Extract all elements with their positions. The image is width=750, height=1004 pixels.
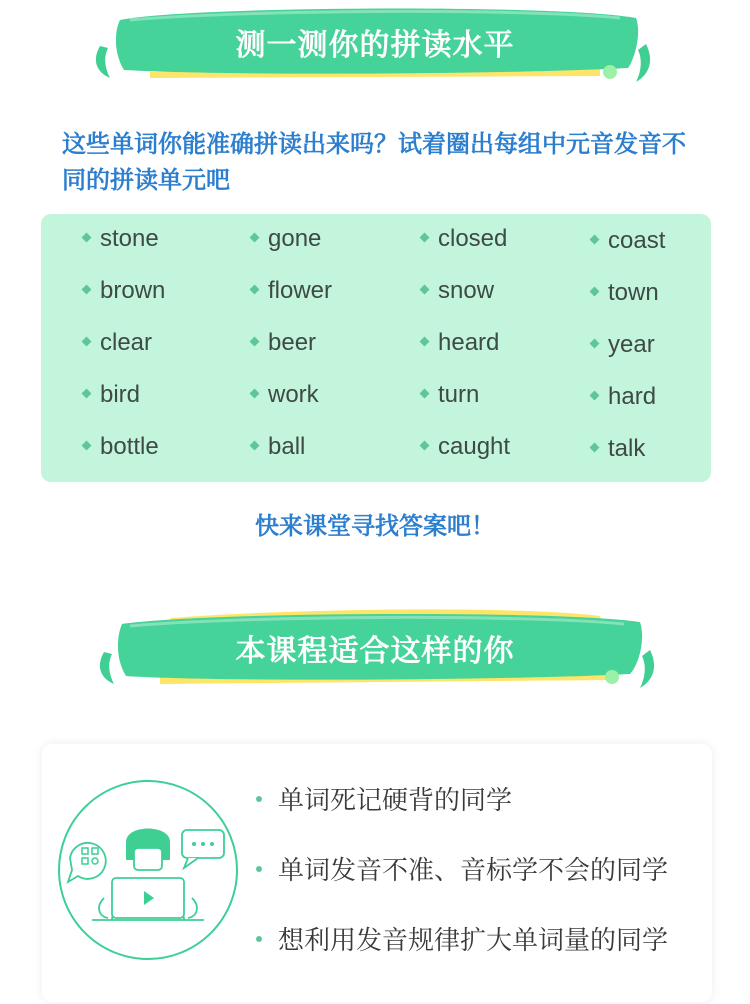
diamond-bullet-icon bbox=[250, 389, 260, 399]
section-banner-pinread bbox=[0, 0, 750, 100]
call-to-action: 快来课堂寻找答案吧！ bbox=[255, 512, 495, 540]
word-item bbox=[83, 224, 159, 254]
word-text: stone bbox=[100, 225, 159, 252]
word-item bbox=[421, 432, 510, 462]
chat-bubble-icon bbox=[68, 843, 106, 882]
word-item bbox=[421, 276, 494, 306]
diamond-bullet-icon bbox=[590, 443, 600, 453]
diamond-bullet-icon bbox=[82, 389, 92, 399]
word-item bbox=[83, 276, 165, 306]
word-text: clear bbox=[100, 329, 153, 356]
word-item bbox=[251, 224, 321, 254]
diamond-bullet-icon bbox=[590, 391, 600, 401]
word-text: talk bbox=[608, 435, 646, 462]
word-text: coast bbox=[608, 227, 666, 254]
word-text: heard bbox=[438, 329, 500, 356]
word-item bbox=[421, 224, 507, 254]
word-item bbox=[591, 382, 656, 412]
diamond-bullet-icon bbox=[420, 441, 430, 451]
word-item bbox=[251, 328, 316, 358]
diamond-bullet-icon bbox=[590, 287, 600, 297]
audience-item-text: 单词发音不准、音标学不会的同学 bbox=[278, 856, 669, 886]
word-item bbox=[83, 432, 159, 462]
word-item bbox=[83, 328, 152, 358]
word-item bbox=[591, 278, 659, 308]
diamond-bullet-icon bbox=[250, 285, 260, 295]
word-item bbox=[421, 328, 499, 358]
audience-item bbox=[256, 850, 668, 887]
word-item bbox=[421, 380, 479, 410]
diamond-bullet-icon bbox=[250, 441, 260, 451]
word-text: closed bbox=[438, 225, 508, 252]
diamond-bullet-icon bbox=[82, 285, 92, 295]
chat-bubble-icon bbox=[182, 830, 224, 868]
word-text: work bbox=[268, 381, 319, 408]
banner-title: 测一测你的拼读水平 bbox=[235, 28, 515, 63]
audience-item-text: 单词死记硬背的同学 bbox=[278, 786, 513, 816]
laptop-play-icon bbox=[92, 878, 204, 920]
word-text: bird bbox=[100, 381, 141, 408]
student-laptop-illustration bbox=[56, 778, 240, 962]
word-text: year bbox=[608, 331, 655, 358]
diamond-bullet-icon bbox=[420, 285, 430, 295]
audience-card bbox=[42, 744, 712, 1002]
word-text: turn bbox=[438, 381, 480, 408]
diamond-bullet-icon bbox=[420, 337, 430, 347]
diamond-bullet-icon bbox=[590, 235, 600, 245]
word-item bbox=[251, 380, 319, 410]
word-text: beer bbox=[268, 329, 317, 356]
audience-item bbox=[256, 920, 668, 957]
word-text: bottle bbox=[100, 433, 159, 460]
audience-item bbox=[256, 780, 512, 817]
diamond-bullet-icon bbox=[420, 233, 430, 243]
word-text: caught bbox=[438, 433, 511, 460]
word-text: town bbox=[608, 279, 659, 306]
audience-item-text: 想利用发音规律扩大单词量的同学 bbox=[278, 926, 669, 956]
dot-bullet-icon bbox=[256, 866, 262, 872]
diamond-bullet-icon bbox=[250, 337, 260, 347]
diamond-bullet-icon bbox=[82, 337, 92, 347]
word-item bbox=[591, 434, 645, 464]
word-item bbox=[83, 380, 140, 410]
word-text: snow bbox=[438, 277, 495, 304]
word-item bbox=[251, 432, 305, 462]
diamond-bullet-icon bbox=[82, 441, 92, 451]
word-text: gone bbox=[268, 225, 322, 252]
word-grid-panel bbox=[41, 214, 711, 482]
diamond-bullet-icon bbox=[590, 339, 600, 349]
quiz-prompt: 这些单词你能准确拼读出来吗？试着圈出每组中元音发音不同的拼读单元吧 bbox=[62, 130, 686, 194]
section-banner-audience bbox=[0, 600, 750, 700]
word-item bbox=[591, 330, 655, 360]
dot-bullet-icon bbox=[256, 936, 262, 942]
diamond-bullet-icon bbox=[250, 233, 260, 243]
diamond-bullet-icon bbox=[420, 389, 430, 399]
banner-title: 本课程适合这样的你 bbox=[235, 634, 515, 669]
word-item bbox=[251, 276, 332, 306]
diamond-bullet-icon bbox=[82, 233, 92, 243]
word-text: ball bbox=[268, 433, 306, 460]
word-text: hard bbox=[608, 383, 657, 410]
dot-bullet-icon bbox=[256, 796, 262, 802]
word-item bbox=[591, 226, 665, 256]
word-text: brown bbox=[100, 277, 166, 304]
word-text: flower bbox=[268, 277, 333, 304]
